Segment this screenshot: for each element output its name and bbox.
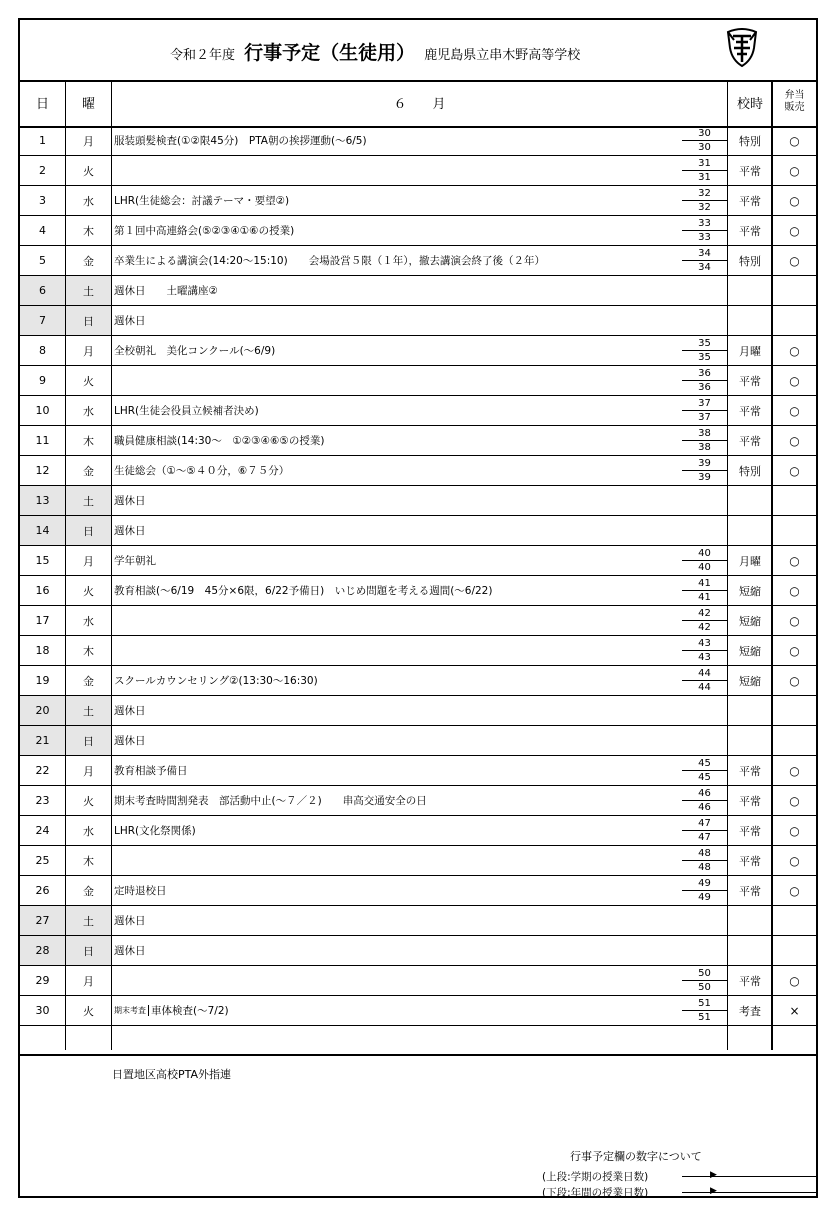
weekday-cell: 月 [83, 554, 94, 568]
bento-cell: ○ [789, 163, 800, 178]
event-cell [112, 336, 682, 365]
header [20, 20, 816, 82]
table-row [20, 486, 816, 516]
schedule-sheet [18, 18, 818, 1198]
event-text: 第１回中高連絡会(⑤②③④①⑥の授業) [114, 225, 295, 237]
title-block [170, 38, 580, 65]
day-cell: 23 [35, 794, 50, 807]
term-day-count: 46 [698, 788, 711, 799]
table-row [20, 366, 816, 396]
year-day-count: 35 [698, 352, 711, 363]
event-cell [112, 306, 682, 335]
period-type-cell: 短縮 [739, 614, 761, 628]
weekday-cell: 金 [83, 254, 94, 268]
table-row [20, 966, 816, 996]
table-row [20, 666, 816, 696]
weekday-cell: 月 [83, 764, 94, 778]
bento-cell [773, 276, 816, 305]
event-cell [112, 996, 682, 1025]
period-type-cell [729, 906, 771, 935]
period-type-cell: 特別 [739, 254, 761, 268]
day-cell: 18 [35, 644, 50, 657]
period-type-cell: 平常 [739, 764, 761, 778]
term-day-count: 40 [698, 548, 711, 559]
event-text: 週休日 [114, 945, 146, 957]
event-cell [112, 426, 682, 455]
day-cell: 1 [39, 134, 46, 147]
event-cell [112, 456, 682, 485]
col-bento-line2: 販売 [784, 102, 805, 113]
event-cell [112, 216, 682, 245]
table-row [20, 786, 816, 816]
period-type-cell: 考査 [739, 1004, 761, 1018]
period-type-cell: 平常 [739, 374, 761, 388]
class-day-count [682, 756, 727, 785]
event-cell [112, 576, 682, 605]
event-cell [112, 126, 682, 155]
fiscal-year: 令和２年度 [170, 48, 236, 63]
weekday-cell: 金 [83, 674, 94, 688]
year-day-count: 48 [698, 862, 711, 873]
term-day-count: 50 [698, 968, 711, 979]
day-cell: 5 [39, 254, 46, 267]
year-day-count: 39 [698, 472, 711, 483]
day-cell: 8 [39, 344, 46, 357]
bento-cell: × [789, 1003, 800, 1018]
divider [111, 80, 112, 1050]
class-day-count [682, 186, 727, 215]
table-row [20, 216, 816, 246]
event-cell [112, 966, 682, 995]
day-cell: 9 [39, 374, 46, 387]
day-cell: 20 [20, 696, 65, 725]
event-cell [112, 546, 682, 575]
class-day-count [682, 816, 727, 845]
class-day-count [682, 456, 727, 485]
weekday-cell: 金 [83, 464, 94, 478]
event-text: スクールカウンセリング②(13:30～16:30) [114, 675, 318, 687]
day-cell: 29 [35, 974, 50, 987]
weekday-cell: 土 [66, 906, 111, 935]
bento-cell: ○ [789, 613, 800, 628]
event-text: LHR(文化祭関係) [114, 825, 196, 837]
year-day-count: 32 [698, 202, 711, 213]
year-day-count: 33 [698, 232, 711, 243]
day-cell: 6 [20, 276, 65, 305]
weekday-cell: 木 [83, 224, 94, 238]
event-text: 職員健康相談(14:30～ ①②③④⑥⑤の授業) [114, 435, 325, 447]
period-type-cell [729, 276, 771, 305]
col-bento [773, 80, 816, 124]
year-day-count: 34 [698, 262, 711, 273]
event-text: 週休日 土曜講座② [114, 285, 218, 297]
event-cell [112, 636, 682, 665]
bento-cell: ○ [789, 853, 800, 868]
period-type-cell: 平常 [739, 404, 761, 418]
event-text: LHR(生徒会役員立候補者決め) [114, 405, 259, 417]
period-type-cell: 平常 [739, 884, 761, 898]
weekday-cell: 月 [83, 344, 94, 358]
event-text: 週休日 [114, 495, 146, 507]
event-text: 週休日 [114, 915, 146, 927]
table-row [20, 576, 816, 606]
weekday-cell: 土 [66, 276, 111, 305]
day-cell: 30 [35, 1004, 50, 1017]
event-text: 服装頭髪検査(①②限45分) PTA朝の挨拶運動(～6/5) [114, 135, 367, 147]
bento-cell: ○ [789, 883, 800, 898]
table-row [20, 606, 816, 636]
day-cell: 14 [20, 516, 65, 545]
table-row [20, 156, 816, 186]
day-cell: 12 [35, 464, 50, 477]
class-day-count [682, 546, 727, 575]
table-row [20, 996, 816, 1026]
term-day-count: 44 [698, 668, 711, 679]
year-day-count: 46 [698, 802, 711, 813]
table-row [20, 876, 816, 906]
weekday-cell: 水 [83, 404, 94, 418]
col-kouji: 校時 [736, 96, 763, 112]
term-day-count: 49 [698, 878, 711, 889]
year-day-count: 45 [698, 772, 711, 783]
event-text: LHR(生徒総会：討議テーマ・要望②) [114, 195, 290, 207]
weekday-cell: 日 [66, 936, 111, 965]
period-type-cell: 平常 [739, 794, 761, 808]
term-day-count: 41 [698, 578, 711, 589]
weekday-cell: 金 [83, 884, 94, 898]
school-name: 鹿児島県立串木野高等学校 [424, 48, 581, 63]
column-header [20, 80, 816, 128]
bento-cell: ○ [789, 793, 800, 808]
class-day-count [682, 426, 727, 455]
weekday-cell: 水 [83, 194, 94, 208]
year-day-count: 51 [698, 1012, 711, 1023]
table-row [20, 516, 816, 546]
day-cell: 17 [35, 614, 50, 627]
weekday-cell: 火 [83, 1004, 94, 1018]
event-cell [112, 936, 682, 965]
event-text: 週休日 [114, 525, 146, 537]
period-type-cell [729, 726, 771, 755]
year-day-count: 38 [698, 442, 711, 453]
term-day-count: 33 [698, 218, 711, 229]
bento-cell: ○ [789, 223, 800, 238]
legend-line-upper [682, 1176, 816, 1177]
term-day-count: 30 [698, 128, 711, 139]
event-tag: 期末考査 [114, 1005, 149, 1016]
bento-cell: ○ [789, 373, 800, 388]
class-day-count [682, 216, 727, 245]
term-day-count: 47 [698, 818, 711, 829]
year-day-count: 49 [698, 892, 711, 903]
year-day-count: 30 [698, 142, 711, 153]
bento-cell [773, 516, 816, 545]
term-day-count: 48 [698, 848, 711, 859]
term-day-count: 42 [698, 608, 711, 619]
year-day-count: 42 [698, 622, 711, 633]
day-cell: 27 [20, 906, 65, 935]
period-type-cell: 平常 [739, 434, 761, 448]
day-cell: 22 [35, 764, 50, 777]
table-row [20, 336, 816, 366]
weekday-cell: 土 [66, 486, 111, 515]
weekday-cell: 月 [83, 134, 94, 148]
period-type-cell: 短縮 [739, 644, 761, 658]
class-day-count [682, 576, 727, 605]
bento-cell [773, 696, 816, 725]
bento-cell: ○ [789, 823, 800, 838]
event-cell [112, 726, 682, 755]
event-cell [112, 516, 682, 545]
bento-cell: ○ [789, 553, 800, 568]
class-day-count [682, 156, 727, 185]
year-day-count: 43 [698, 652, 711, 663]
table-row [20, 756, 816, 786]
event-text: 教育相談(～6/19 45分×6限，6/22予備日) いじめ問題を考える週間(～6/22) [114, 585, 493, 597]
divider [771, 80, 773, 1050]
bento-cell [773, 936, 816, 965]
event-cell [112, 156, 682, 185]
event-text: 車体検査(～7/2) [151, 1005, 229, 1017]
event-text: 週休日 [114, 735, 146, 747]
arrow-icon: ▶ [710, 1186, 717, 1196]
event-cell [112, 816, 682, 845]
year-day-count: 36 [698, 382, 711, 393]
day-cell: 10 [35, 404, 50, 417]
event-cell [112, 756, 682, 785]
term-day-count: 45 [698, 758, 711, 769]
term-day-count: 31 [698, 158, 711, 169]
period-type-cell: 平常 [739, 194, 761, 208]
class-day-count [682, 966, 727, 995]
day-cell: 13 [20, 486, 65, 515]
term-day-count: 39 [698, 458, 711, 469]
weekday-cell: 火 [83, 374, 94, 388]
period-type-cell: 平常 [739, 224, 761, 238]
event-cell [112, 696, 682, 725]
weekday-cell: 火 [83, 794, 94, 808]
table-row [20, 126, 816, 156]
day-cell: 24 [35, 824, 50, 837]
bento-cell: ○ [789, 673, 800, 688]
period-type-cell: 月曜 [739, 554, 761, 568]
period-type-cell: 短縮 [739, 674, 761, 688]
weekday-cell: 水 [83, 614, 94, 628]
table-row [20, 186, 816, 216]
weekday-cell: 日 [66, 516, 111, 545]
day-cell: 26 [35, 884, 50, 897]
year-day-count: 31 [698, 172, 711, 183]
table-row [20, 456, 816, 486]
arrow-icon: ▶ [710, 1170, 717, 1180]
year-day-count: 40 [698, 562, 711, 573]
year-day-count: 41 [698, 592, 711, 603]
day-cell: 28 [20, 936, 65, 965]
class-day-count [682, 396, 727, 425]
day-cell: 25 [35, 854, 50, 867]
event-cell [112, 606, 682, 635]
period-type-cell [729, 936, 771, 965]
page-title: 行事予定（生徒用） [244, 42, 416, 64]
table-row [20, 276, 816, 306]
school-emblem-icon [724, 28, 760, 68]
event-text: 週休日 [114, 315, 146, 327]
class-day-count [682, 636, 727, 665]
bento-cell [773, 486, 816, 515]
period-type-cell [729, 696, 771, 725]
footer-note: 日置地区高校PTA外指連 [112, 1068, 232, 1081]
class-day-count [682, 336, 727, 365]
event-cell [112, 846, 682, 875]
year-day-count: 50 [698, 982, 711, 993]
weekday-cell: 木 [83, 434, 94, 448]
period-type-cell: 特別 [739, 464, 761, 478]
weekday-cell: 月 [83, 974, 94, 988]
weekday-cell: 日 [66, 726, 111, 755]
table-row [20, 816, 816, 846]
legend-line-lower [682, 1192, 816, 1193]
weekday-cell: 水 [83, 824, 94, 838]
term-day-count: 34 [698, 248, 711, 259]
divider [727, 80, 728, 1050]
table-row [20, 696, 816, 726]
period-type-cell: 特別 [739, 134, 761, 148]
event-cell [112, 246, 682, 275]
period-type-cell: 平常 [739, 974, 761, 988]
day-cell: 2 [39, 164, 46, 177]
term-day-count: 35 [698, 338, 711, 349]
bento-cell: ○ [789, 463, 800, 478]
legend-lower: (下段:年間の授業日数) [542, 1187, 649, 1199]
bento-cell: ○ [789, 973, 800, 988]
year-day-count: 47 [698, 832, 711, 843]
col-day: 日 [35, 96, 49, 112]
period-type-cell [729, 306, 771, 335]
event-text: 教育相談予備日 [114, 765, 188, 777]
bento-cell: ○ [789, 403, 800, 418]
col-month: ６ 月 [393, 96, 446, 112]
event-text: 生徒総会（①～⑤４０分，⑥７５分） [114, 465, 290, 477]
class-day-count [682, 996, 727, 1025]
bento-cell: ○ [789, 133, 800, 148]
event-cell [112, 666, 682, 695]
table-row [20, 846, 816, 876]
day-cell: 21 [20, 726, 65, 755]
event-cell [112, 396, 682, 425]
event-cell [112, 906, 682, 935]
bento-cell: ○ [789, 433, 800, 448]
class-day-count [682, 786, 727, 815]
table-row [20, 426, 816, 456]
event-text: 期末考査時間割発表 部活動中止(～７／２) 串高交通安全の日 [114, 795, 427, 807]
bento-cell: ○ [789, 583, 800, 598]
class-day-count [682, 666, 727, 695]
day-cell: 11 [35, 434, 50, 447]
class-day-count [682, 606, 727, 635]
term-day-count: 51 [698, 998, 711, 1009]
period-type-cell: 短縮 [739, 584, 761, 598]
bento-cell: ○ [789, 643, 800, 658]
weekday-cell: 木 [83, 854, 94, 868]
event-text: 全校朝礼 美化コンクール(～6/9) [114, 345, 276, 357]
event-text: 学年朝礼 [114, 555, 156, 567]
event-cell [112, 786, 682, 815]
table-row [20, 1026, 816, 1056]
table-row [20, 306, 816, 336]
period-type-cell: 平常 [739, 824, 761, 838]
term-day-count: 38 [698, 428, 711, 439]
event-text: 卒業生による講演会(14:20～15:10) 会場設営５限（１年），撤去講演会終了後（２年） [114, 255, 545, 267]
event-cell [112, 876, 682, 905]
bento-cell: ○ [789, 193, 800, 208]
table-row [20, 246, 816, 276]
term-day-count: 36 [698, 368, 711, 379]
weekday-cell: 土 [66, 696, 111, 725]
day-cell: 4 [39, 224, 46, 237]
class-day-count [682, 846, 727, 875]
table-row [20, 726, 816, 756]
day-cell: 19 [35, 674, 50, 687]
weekday-cell: 日 [66, 306, 111, 335]
bento-cell: ○ [789, 763, 800, 778]
term-day-count: 32 [698, 188, 711, 199]
period-type-cell: 平常 [739, 854, 761, 868]
event-cell [112, 366, 682, 395]
divider [65, 80, 66, 1050]
year-day-count: 37 [698, 412, 711, 423]
event-cell [112, 276, 682, 305]
weekday-cell: 火 [83, 164, 94, 178]
day-cell: 3 [39, 194, 46, 207]
period-type-cell [729, 486, 771, 515]
day-cell: 16 [35, 584, 50, 597]
term-day-count: 43 [698, 638, 711, 649]
table-row [20, 936, 816, 966]
period-type-cell: 月曜 [739, 344, 761, 358]
class-day-count [682, 366, 727, 395]
legend-upper: (上段:学期の授業日数) [542, 1171, 649, 1183]
table-row [20, 636, 816, 666]
bento-cell [773, 306, 816, 335]
weekday-cell: 木 [83, 644, 94, 658]
col-dow: 曜 [81, 96, 95, 112]
year-day-count: 44 [698, 682, 711, 693]
period-type-cell [729, 516, 771, 545]
class-day-count [682, 876, 727, 905]
weekday-cell: 火 [83, 584, 94, 598]
table-row [20, 396, 816, 426]
bento-cell: ○ [789, 343, 800, 358]
class-day-count [682, 246, 727, 275]
col-bento-line1: 弁当 [784, 90, 805, 101]
bento-cell [773, 906, 816, 935]
event-text: 定時退校日 [114, 885, 167, 897]
period-type-cell: 平常 [739, 164, 761, 178]
event-cell [112, 186, 682, 215]
term-day-count: 37 [698, 398, 711, 409]
table-row [20, 546, 816, 576]
bento-cell [773, 726, 816, 755]
table-row [20, 906, 816, 936]
event-text: 週休日 [114, 705, 146, 717]
class-day-count [682, 126, 727, 155]
event-cell [112, 486, 682, 515]
bento-cell: ○ [789, 253, 800, 268]
legend-title: 行事予定欄の数字について [570, 1150, 702, 1163]
day-cell: 7 [20, 306, 65, 335]
day-cell: 15 [35, 554, 50, 567]
